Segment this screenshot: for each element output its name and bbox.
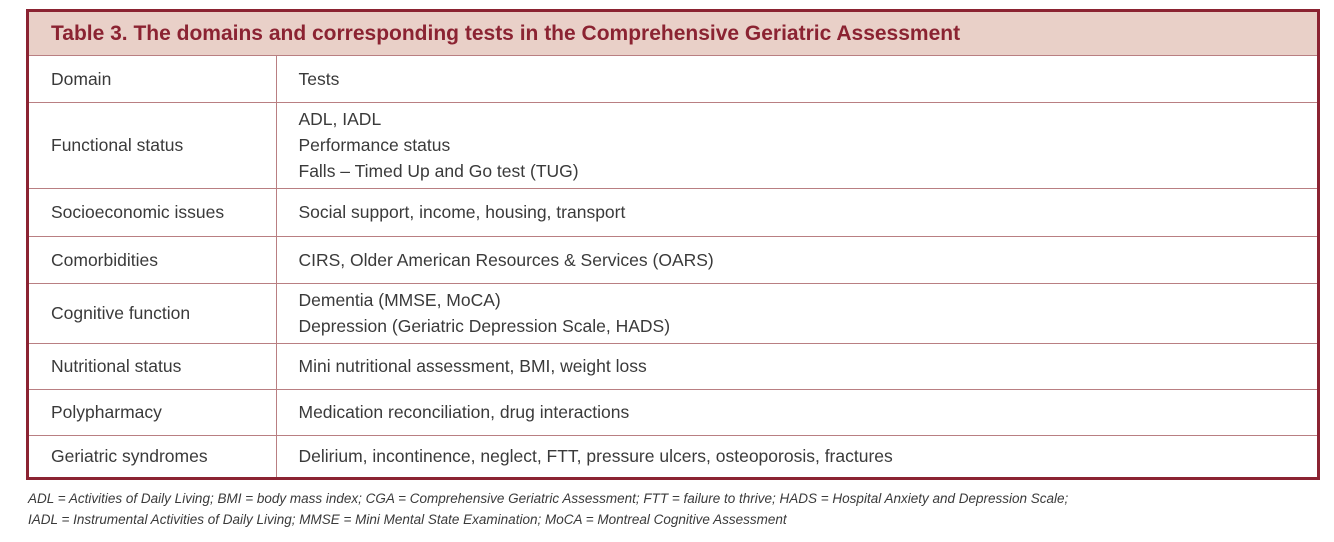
test-line: CIRS, Older American Resources & Services (OARS)	[298, 249, 714, 270]
test-line: Social support, income, housing, transport	[298, 202, 626, 222]
table-row	[29, 435, 1317, 477]
table-row	[29, 188, 1317, 236]
domain-cell: Cognitive function	[29, 283, 276, 343]
test-line: Mini nutritional assessment, BMI, weight loss	[298, 356, 647, 376]
table-footnote	[28, 488, 1318, 530]
header-domain: Domain	[29, 56, 276, 102]
assessment-table	[26, 9, 1320, 480]
footnote-line: IADL = Instrumental Activities of Daily Living; MMSE = Mini Mental State Examination; MoCA = Montreal Cognitive Assessment	[28, 512, 787, 527]
table-row	[29, 236, 1317, 283]
header-row	[29, 56, 1317, 102]
tests-cell	[276, 236, 1317, 283]
test-line: Performance status	[298, 135, 451, 155]
table-row	[29, 283, 1317, 343]
domain-cell: Nutritional status	[29, 343, 276, 389]
tests-cell	[276, 435, 1317, 477]
test-line: ADL, IADL	[298, 109, 382, 129]
domain-cell: Socioeconomic issues	[29, 188, 276, 236]
tests-cell	[276, 188, 1317, 236]
table-grid	[29, 56, 1317, 477]
test-line: Dementia (MMSE, MoCA)	[298, 290, 501, 310]
domain-cell: Geriatric syndromes	[29, 435, 276, 477]
tests-cell	[276, 102, 1317, 188]
tests-cell	[276, 343, 1317, 389]
domain-cell: Functional status	[29, 102, 276, 188]
table-row	[29, 102, 1317, 188]
table-row	[29, 343, 1317, 389]
tests-cell	[276, 389, 1317, 435]
header-tests: Tests	[298, 68, 340, 89]
tests-cell	[276, 283, 1317, 343]
test-line: Delirium, incontinence, neglect, FTT, pressure ulcers, osteoporosis, fractures	[298, 446, 893, 467]
domain-cell: Comorbidities	[29, 236, 276, 283]
test-line: Falls – Timed Up and Go test (TUG)	[298, 161, 579, 181]
table-row	[29, 389, 1317, 435]
test-line: Depression (Geriatric Depression Scale, HADS)	[298, 316, 671, 336]
table-title: Table 3. The domains and corresponding tests in the Comprehensive Geriatric Assessment	[29, 12, 1317, 56]
domain-cell: Polypharmacy	[29, 389, 276, 435]
test-line: Medication reconciliation, drug interactions	[298, 402, 630, 422]
footnote-line: ADL = Activities of Daily Living; BMI = body mass index; CGA = Comprehensive Geriatric Assessment; FTT = failure to thrive; HADS = Hospital Anxiety and Depression Scale;	[28, 491, 1069, 506]
